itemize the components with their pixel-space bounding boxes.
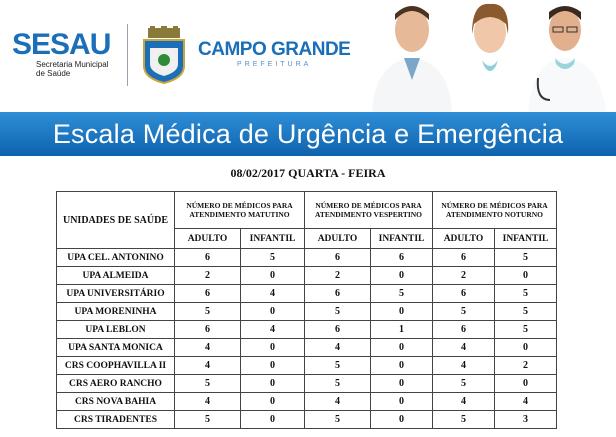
doctor-count-cell: 5 bbox=[175, 411, 241, 429]
page-header bbox=[0, 0, 616, 112]
doctor-count-cell: 4 bbox=[433, 357, 495, 375]
header-group-night: NÚMERO DE MÉDICOS PARA ATENDIMENTO NOTURNO bbox=[433, 192, 557, 229]
doctor-count-cell: 6 bbox=[305, 249, 371, 267]
sesau-subtitle-line1: Secretaria Municipal bbox=[36, 60, 109, 69]
header-units: UNIDADES DE SAÚDE bbox=[57, 192, 175, 249]
doctor-count-cell: 0 bbox=[241, 393, 305, 411]
table-row bbox=[57, 321, 557, 339]
doctor-count-cell: 5 bbox=[433, 303, 495, 321]
doctor-count-cell: 4 bbox=[175, 393, 241, 411]
sesau-subtitle-line2: de Saúde bbox=[36, 69, 71, 78]
table-row bbox=[57, 393, 557, 411]
unit-name: CRS NOVA BAHIA bbox=[57, 393, 175, 411]
doctor-count-cell: 4 bbox=[241, 321, 305, 339]
unit-name: CRS AERO RANCHO bbox=[57, 375, 175, 393]
doctor-count-cell: 4 bbox=[433, 339, 495, 357]
doctor-count-cell: 0 bbox=[371, 357, 433, 375]
doctor-count-cell: 2 bbox=[175, 267, 241, 285]
doctor-count-cell: 2 bbox=[433, 267, 495, 285]
doctor-count-cell: 0 bbox=[241, 357, 305, 375]
doctor-count-cell: 6 bbox=[305, 321, 371, 339]
doctor-count-cell: 5 bbox=[305, 411, 371, 429]
doctor-count-cell: 6 bbox=[433, 321, 495, 339]
doctor-count-cell: 0 bbox=[371, 393, 433, 411]
city-crest-icon bbox=[138, 26, 190, 84]
sesau-logo-text: SESAU bbox=[12, 28, 111, 61]
doctor-count-cell: 4 bbox=[175, 357, 241, 375]
campo-grande-logo bbox=[198, 40, 350, 68]
doctor-count-cell: 5 bbox=[305, 303, 371, 321]
doctor-count-cell: 5 bbox=[305, 357, 371, 375]
doctor-count-cell: 6 bbox=[433, 249, 495, 267]
unit-name: CRS TIRADENTES bbox=[57, 411, 175, 429]
table-row bbox=[57, 285, 557, 303]
doctor-count-cell: 0 bbox=[371, 303, 433, 321]
doctor-count-cell: 1 bbox=[371, 321, 433, 339]
banner-title: Escala Médica de Urgência e Emergência bbox=[52, 119, 564, 149]
table-row bbox=[57, 357, 557, 375]
doctor-count-cell: 6 bbox=[175, 249, 241, 267]
doctor-count-cell: 4 bbox=[305, 339, 371, 357]
doctor-count-cell: 5 bbox=[371, 285, 433, 303]
doctor-count-cell: 4 bbox=[241, 285, 305, 303]
doctor-count-cell: 5 bbox=[495, 321, 557, 339]
date-line: 08/02/2017 QUARTA - FEIRA bbox=[230, 166, 386, 180]
header-adulto: ADULTO bbox=[305, 229, 371, 249]
doctor-count-cell: 4 bbox=[433, 393, 495, 411]
doctor-count-cell: 0 bbox=[495, 339, 557, 357]
doctor-count-cell: 0 bbox=[495, 267, 557, 285]
table-row bbox=[57, 303, 557, 321]
doctor-count-cell: 2 bbox=[305, 267, 371, 285]
unit-name: CRS COOPHAVILLA II bbox=[57, 357, 175, 375]
schedule-table bbox=[56, 191, 557, 429]
unit-name: UPA CEL. ANTONINO bbox=[57, 249, 175, 267]
doctor-count-cell: 0 bbox=[371, 267, 433, 285]
table-header-group-row bbox=[57, 192, 557, 229]
header-adulto: ADULTO bbox=[433, 229, 495, 249]
doctor-count-cell: 5 bbox=[305, 375, 371, 393]
doctor-count-cell: 6 bbox=[305, 285, 371, 303]
header-infantil: INFANTIL bbox=[495, 229, 557, 249]
doctor-count-cell: 5 bbox=[433, 375, 495, 393]
campo-grande-title: CAMPO GRANDE bbox=[198, 39, 351, 60]
doctor-count-cell: 4 bbox=[305, 393, 371, 411]
logo-divider bbox=[127, 24, 128, 86]
doctor-count-cell: 0 bbox=[241, 267, 305, 285]
sesau-logo bbox=[12, 30, 122, 78]
doctor-count-cell: 5 bbox=[495, 249, 557, 267]
unit-name: UPA UNIVERSITÁRIO bbox=[57, 285, 175, 303]
prefeitura-subtitle: PREFEITURA bbox=[237, 61, 312, 68]
header-infantil: INFANTIL bbox=[371, 229, 433, 249]
doctor-count-cell: 0 bbox=[241, 411, 305, 429]
doctor-count-cell: 6 bbox=[175, 321, 241, 339]
doctor-count-cell: 0 bbox=[371, 375, 433, 393]
table-row bbox=[57, 411, 557, 429]
unit-name: UPA ALMEIDA bbox=[57, 267, 175, 285]
doctor-count-cell: 0 bbox=[371, 339, 433, 357]
doctor-count-cell: 5 bbox=[495, 303, 557, 321]
doctor-count-cell: 0 bbox=[241, 339, 305, 357]
doctor-count-cell: 6 bbox=[371, 249, 433, 267]
doctor-count-cell: 0 bbox=[371, 411, 433, 429]
doctor-count-cell: 4 bbox=[495, 393, 557, 411]
doctor-count-cell: 5 bbox=[495, 285, 557, 303]
header-adulto: ADULTO bbox=[175, 229, 241, 249]
unit-name: UPA LEBLON bbox=[57, 321, 175, 339]
title-banner bbox=[0, 112, 616, 156]
doctor-count-cell: 4 bbox=[175, 339, 241, 357]
doctor-count-cell: 5 bbox=[433, 411, 495, 429]
doctor-count-cell: 3 bbox=[495, 411, 557, 429]
header-group-afternoon: NÚMERO DE MÉDICOS PARA ATENDIMENTO VESPERTINO bbox=[305, 192, 433, 229]
table-row bbox=[57, 249, 557, 267]
unit-name: UPA SANTA MONICA bbox=[57, 339, 175, 357]
table-row bbox=[57, 375, 557, 393]
table-body bbox=[57, 249, 557, 429]
doctor-count-cell: 0 bbox=[495, 375, 557, 393]
doctor-count-cell: 6 bbox=[175, 285, 241, 303]
header-infantil: INFANTIL bbox=[241, 229, 305, 249]
table-row bbox=[57, 339, 557, 357]
doctor-count-cell: 6 bbox=[433, 285, 495, 303]
table-row bbox=[57, 267, 557, 285]
doctor-count-cell: 5 bbox=[241, 249, 305, 267]
doctor-count-cell: 0 bbox=[241, 303, 305, 321]
doctors-photo bbox=[360, 0, 616, 114]
unit-name: UPA MORENINHA bbox=[57, 303, 175, 321]
doctor-count-cell: 0 bbox=[241, 375, 305, 393]
doctor-count-cell: 2 bbox=[495, 357, 557, 375]
doctor-count-cell: 5 bbox=[175, 303, 241, 321]
header-group-morning: NÚMERO DE MÉDICOS PARA ATENDIMENTO MATUTINO bbox=[175, 192, 305, 229]
doctor-count-cell: 5 bbox=[175, 375, 241, 393]
